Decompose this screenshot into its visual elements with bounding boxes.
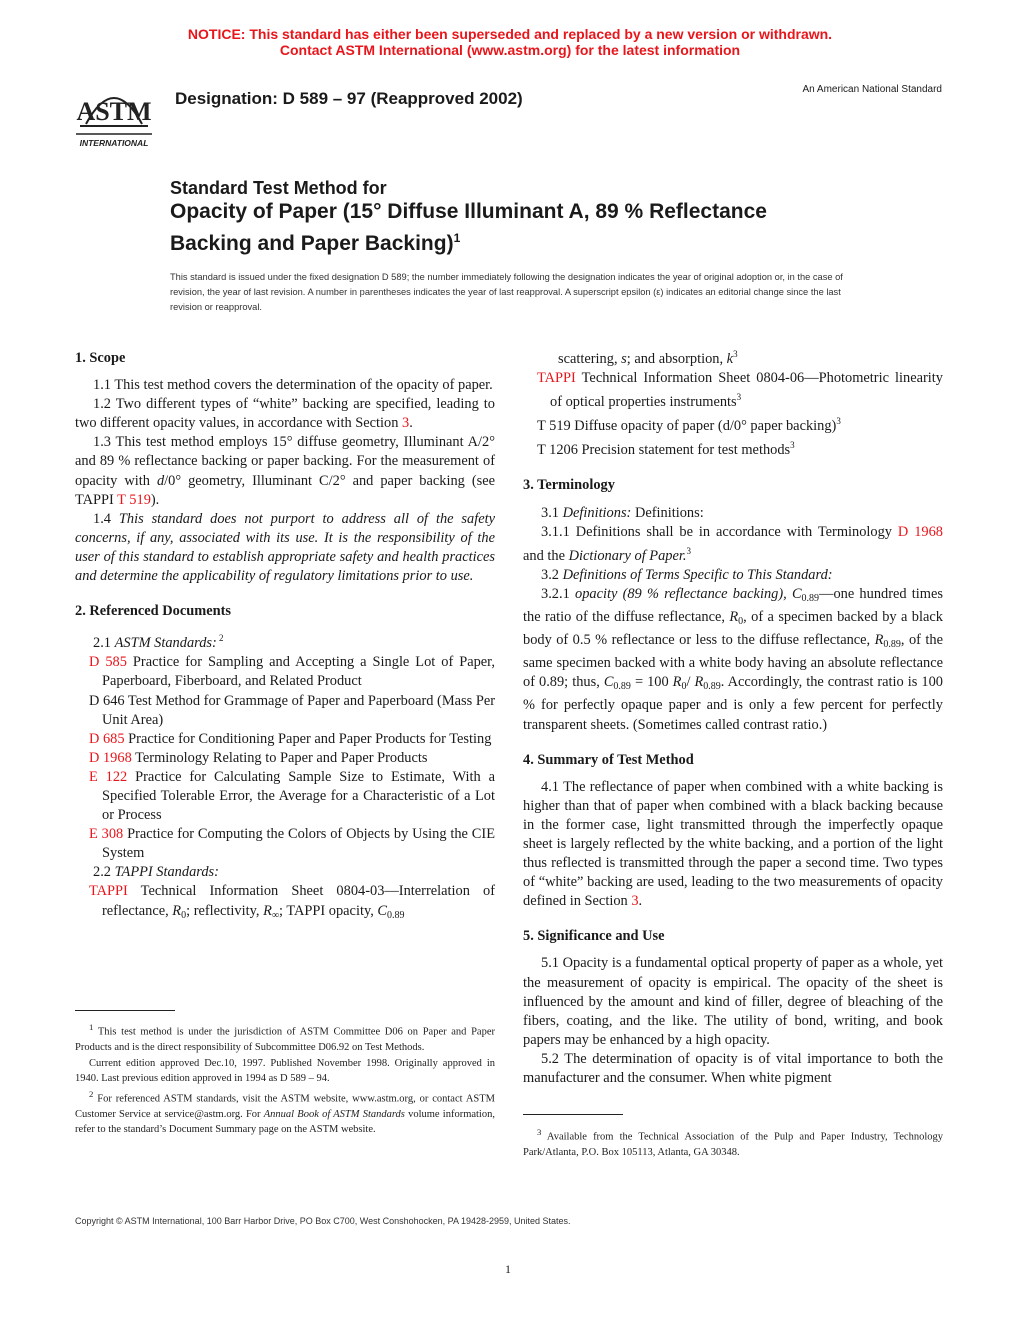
astm-reference-code: D 646	[89, 692, 125, 709]
para-3-1: 3.1 Definitions: Definitions:	[541, 504, 704, 521]
para-3-1-1: 3.1.1 Definitions shall be in accordance with Terminology D 1968 and the Dictionary of Paper.$^3$	[523, 523, 943, 564]
astm-reference-title: Test Method for Grammage of Paper and Paperboard (Mass Per Unit Area)	[102, 692, 496, 728]
para-1-1: 1.1 This test method covers the determination of the opacity of paper.	[93, 377, 493, 394]
tappi-ref-t519: T 519 Diffuse opacity of paper (d/0° paper backing)$^3$	[537, 416, 841, 435]
astm-logo	[66, 76, 162, 150]
para-1-3: 1.3 This test method employs 15° diffuse geometry, Illuminant A/2° and 89 % reflectance backing or paper backing. For the measurement of opacity with d/0° geometry, Illuminant C/2° and paper backing (see TAPPI T 519).	[75, 434, 496, 508]
footnotes-left	[75, 1020, 495, 1138]
title-line-3: Backing and Paper Backing)$^1$	[170, 231, 461, 255]
tappi-ref-0804-06: TAPPI Technical Information Sheet 0804-06—Photometric linearity of optical properties instruments$^3$	[537, 370, 943, 411]
astm-reference-code[interactable]: E 122	[89, 768, 128, 785]
section-heading-scope: 1. Scope	[75, 350, 126, 366]
astm-reference-item	[75, 730, 495, 749]
para-2-1: 2.1 ASTM Standards: $^2$	[93, 633, 224, 652]
link-section-3[interactable]: 3	[402, 415, 410, 432]
footnote-rule-right	[523, 1114, 623, 1115]
link-tappi-0804-06[interactable]: TAPPI	[537, 370, 576, 387]
copyright: Copyright © ASTM International, 100 Barr Harbor Drive, PO Box C700, West Conshohocken, PA 19428-2959, United States.	[75, 1216, 571, 1226]
section-heading-referenced-documents: 2. Referenced Documents	[75, 603, 231, 620]
notice-line-1: NOTICE: This standard has either been superseded and replaced by a new version or withdrawn.	[187, 26, 833, 42]
astm-reference-code[interactable]: D 585	[89, 654, 127, 671]
astm-reference-title: Practice for Calculating Sample Size to Estimate, With a Specified Tolerable Error, the Average for a Characteristic of a Lot or Process	[102, 768, 496, 824]
footnotes-right	[523, 1125, 943, 1161]
astm-reference-title: Practice for Conditioning Paper and Paper Products for Testing	[124, 730, 492, 747]
para-5-2: 5.2 The determination of opacity is of vital importance to both the manufacturer and the consumer. When white pigment	[523, 1050, 943, 1086]
footnote-rule-left	[75, 1010, 175, 1011]
footnote-3: $^3$ Available from the Technical Association of the Pulp and Paper Industry, Technology Park/Atlanta, P.O. Box 105113, Atlanta, GA 30348.	[523, 1127, 943, 1158]
link-section-3-b[interactable]: 3	[631, 893, 639, 910]
footnote-1: $^1$ This test method is under the jurisdiction of ASTM Committee D06 on Paper and Paper Products and is the direct responsibility of Subcommittee D06.92 on Test Methods.	[75, 1022, 495, 1053]
para-1-4: 1.4 This standard does not purport to address all of the safety concerns, if any, associated with its use. It is the responsibility of the user of this standard to establish appropriate safety and health practices and determine the applicability of regulatory limitations prior to use.	[75, 510, 495, 585]
astm-reference-item	[75, 692, 495, 730]
astm-reference-title: Practice for Sampling and Accepting a Single Lot of Paper, Paperboard, Fiberboard, and Related Product	[102, 654, 495, 690]
footnote-1b: Current edition approved Dec.10, 1997. Published November 1998. Originally approved in 1940. Last previous edition approved in 1994 as D 589 – 94.	[75, 1057, 495, 1084]
title-line-2: Opacity of Paper (15° Diffuse Illuminant A, 89 % Reflectance	[170, 200, 767, 223]
astm-reference-title: Terminology Relating to Paper and Paper Products	[131, 749, 428, 766]
astm-reference-item	[75, 653, 495, 691]
left-column	[75, 345, 495, 925]
right-column	[523, 345, 943, 1088]
logo-subtext: INTERNATIONAL	[79, 138, 149, 148]
document-title	[170, 177, 890, 257]
astm-reference-code[interactable]: D 685	[89, 730, 125, 747]
title-footnote-mark: 1	[453, 231, 461, 245]
tappi-ref-continued: scattering, s; and absorption, $k^3$	[558, 349, 738, 367]
page-number: 1	[505, 1262, 511, 1276]
para-2-2: 2.2 TAPPI Standards:	[93, 864, 219, 881]
tappi-ref-t1206: T 1206 Precision statement for test methods$^3$	[537, 440, 795, 459]
section-heading-significance: 5. Significance and Use	[523, 928, 665, 945]
astm-reference-item	[75, 768, 495, 825]
issued-note: This standard is issued under the fixed designation D 589; the number immediately following the designation indicates the year of original adoption or, in the case of revision, the year of last revision. A number in parentheses indicates the year of last reapproval. A superscript epsilon (ε) indicates an editorial change since the last revision or reapproval.	[170, 272, 843, 312]
astm-reference-item	[75, 749, 495, 768]
notice-line-2: Contact ASTM International (www.astm.org) for the latest information	[279, 42, 741, 58]
astm-reference-list	[75, 653, 495, 863]
para-5-1: 5.1 Opacity is a fundamental optical property of paper as a whole, yet the measurement of opacity is empirical. The opacity of the sheet is influenced by the amount and kind of filler, degree of bleaching of the fibers, coating, and the like. The utility of bond, writing, and book papers may be enhanced by a high opacity.	[523, 955, 943, 1048]
section-heading-terminology: 3. Terminology	[523, 477, 615, 494]
astm-reference-code[interactable]: E 308	[89, 826, 124, 843]
withdrawal-notice	[0, 26, 1020, 58]
designation: Designation: D 589 – 97 (Reapproved 2002)	[175, 89, 523, 108]
logo-text: ASTM	[76, 97, 152, 126]
para-3-2-1: 3.2.1 opacity (89 % reflectance backing), $C_{0.89}—one$ hundred times the ratio of the diffuse reflectance, $R_0$, of a specimen backed by a black body of 0.5 % reflectance or less to the diffuse reflectance, $R_{0.89}$, of the same specimen backed with a white body having an absolute reflectance of 0.89; thus, $C_{0.89} = 100$ $R_0/$ $R_{0.89}$. Accordingly, the contrast ratio is 100 % for perfectly opaque paper and is only a few percent for perfectly transparent sheets. (Sometimes called contrast ratio.)	[523, 585, 943, 733]
american-national-standard: An American National Standard	[802, 84, 942, 95]
para-1-2: 1.2 Two different types of “white” backing are specified, leading to two different opacity values, in accordance with Section 3.	[75, 396, 495, 432]
section-heading-summary: 4. Summary of Test Method	[523, 751, 694, 768]
astm-reference-item	[75, 825, 495, 863]
title-line-1: Standard Test Method for	[170, 178, 387, 198]
astm-reference-title: Practice for Computing the Colors of Objects by Using the CIE System	[102, 826, 495, 862]
link-d1968[interactable]: D 1968	[897, 523, 943, 540]
astm-reference-code[interactable]: D 1968	[89, 749, 132, 766]
para-3-2: 3.2 Definitions of Terms Specific to This Standard:	[541, 566, 833, 583]
tappi-ref-0804-03: TAPPI Technical Information Sheet 0804-03—Interrelation of reflectance, $R_0$; reflectivity, $R_\infty$; TAPPI opacity, $C_{0.89}$	[89, 883, 495, 921]
link-t519[interactable]: T 519	[117, 491, 151, 508]
footnote-2: $^2$ For referenced ASTM standards, visit the ASTM website, www.astm.org, or contact ASTM Customer Service at service@astm.org. For Annual Book of ASTM Standards volume information, refer to the standard’s Document Summary page on the ASTM website.	[75, 1088, 495, 1135]
para-4-1: 4.1 The reflectance of paper when combined with a white backing is higher than that of paper when combined with a black backing because in the former case, light transmitted through the imperfectly opaque sheet is largely reflected by the white backing, and a portion of the light thus reflected is transmitted through the paper a second time. Two types of “white” backing are used, leading to the two measurements of opacity defined in Section 3.	[523, 778, 943, 910]
link-tappi-0804-03[interactable]: TAPPI	[89, 883, 128, 900]
